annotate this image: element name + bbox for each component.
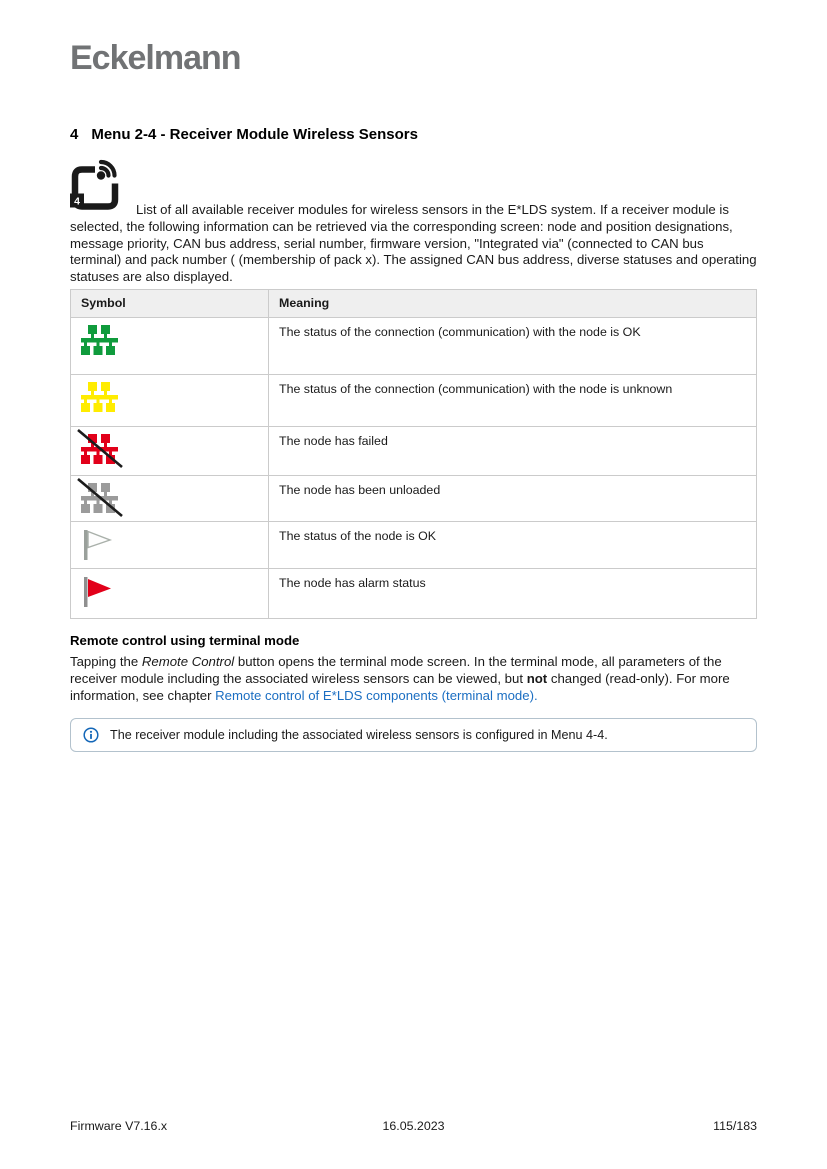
- chapter-number: 4: [70, 126, 79, 143]
- page-footer: [70, 1119, 757, 1133]
- page-title-text: Menu 2-4 - Receiver Module Wireless Sensors: [91, 126, 418, 143]
- paragraph-text: Tapping the: [70, 653, 142, 669]
- network-status-unknown-icon: [81, 382, 118, 412]
- intro-paragraph: [70, 161, 757, 286]
- meaning-cell: The node has been unloaded: [269, 475, 757, 521]
- paragraph-text: button opens the terminal mode screen. In the terminal mode, all parameters of the receiver module including the associated wireless sensors can be viewed, but: [70, 653, 722, 686]
- table-header-symbol: Symbol: [71, 289, 269, 317]
- meaning-cell: The node has alarm status: [269, 568, 757, 618]
- info-box: [70, 718, 757, 752]
- node-unloaded-icon: [81, 483, 118, 513]
- table-header-meaning: Meaning: [269, 289, 757, 317]
- table-header-row: [71, 289, 757, 317]
- table-row: [71, 426, 757, 475]
- paragraph-text: changed (read-only). For more information, see chapter: [70, 670, 730, 703]
- table-row: [71, 568, 757, 618]
- meaning-cell: The status of the connection (communication) with the node is unknown: [269, 374, 757, 426]
- table-row: [71, 317, 757, 374]
- symbol-table: [70, 289, 757, 619]
- intro-text: List of all available receiver modules for wireless sensors in the E*LDS system. If a receiver module is selected, the following information can be retrieved via the corresponding screen: node and position designations, message priority, CAN bus address, serial number, firmware version, "Integrated via" (connected to CAN bus terminal) and pack number ( (membership of pack x). The assigned CAN bus address, diverse statuses and operating statuses are also displayed.: [70, 202, 757, 285]
- terminal-mode-paragraph: [70, 654, 757, 705]
- chapter-link[interactable]: Remote control of E*LDS components (terminal mode).: [215, 687, 538, 703]
- meaning-cell: The status of the node is OK: [269, 521, 757, 568]
- table-row: [71, 475, 757, 521]
- meaning-cell: The status of the connection (communication) with the node is OK: [269, 317, 757, 374]
- info-icon: [83, 727, 99, 743]
- table-row: [71, 521, 757, 568]
- footer-page-number: 115/183: [713, 1119, 757, 1133]
- not-emphasis: not: [526, 670, 548, 686]
- network-status-ok-icon: [81, 325, 118, 355]
- page-title: [70, 126, 757, 144]
- receiver-module-wireless-icon: [70, 161, 124, 214]
- meaning-cell: The node has failed: [269, 426, 757, 475]
- footer-firmware-version: Firmware V7.16.x: [70, 1119, 168, 1133]
- info-text: The receiver module including the associated wireless sensors is configured in Menu 4-4.: [110, 727, 608, 742]
- section-heading: Remote control using terminal mode: [70, 632, 300, 648]
- table-row: [71, 374, 757, 426]
- icon-badge-number: 4: [74, 195, 80, 208]
- eckelmann-logo: Eckelmann: [70, 39, 241, 77]
- node-failed-icon: [81, 434, 118, 464]
- remote-control-emphasis: Remote Control: [141, 653, 235, 669]
- flag-alarm-icon: [81, 576, 113, 608]
- footer-date: 16.05.2023: [382, 1119, 445, 1133]
- flag-status-ok-icon: [81, 529, 113, 561]
